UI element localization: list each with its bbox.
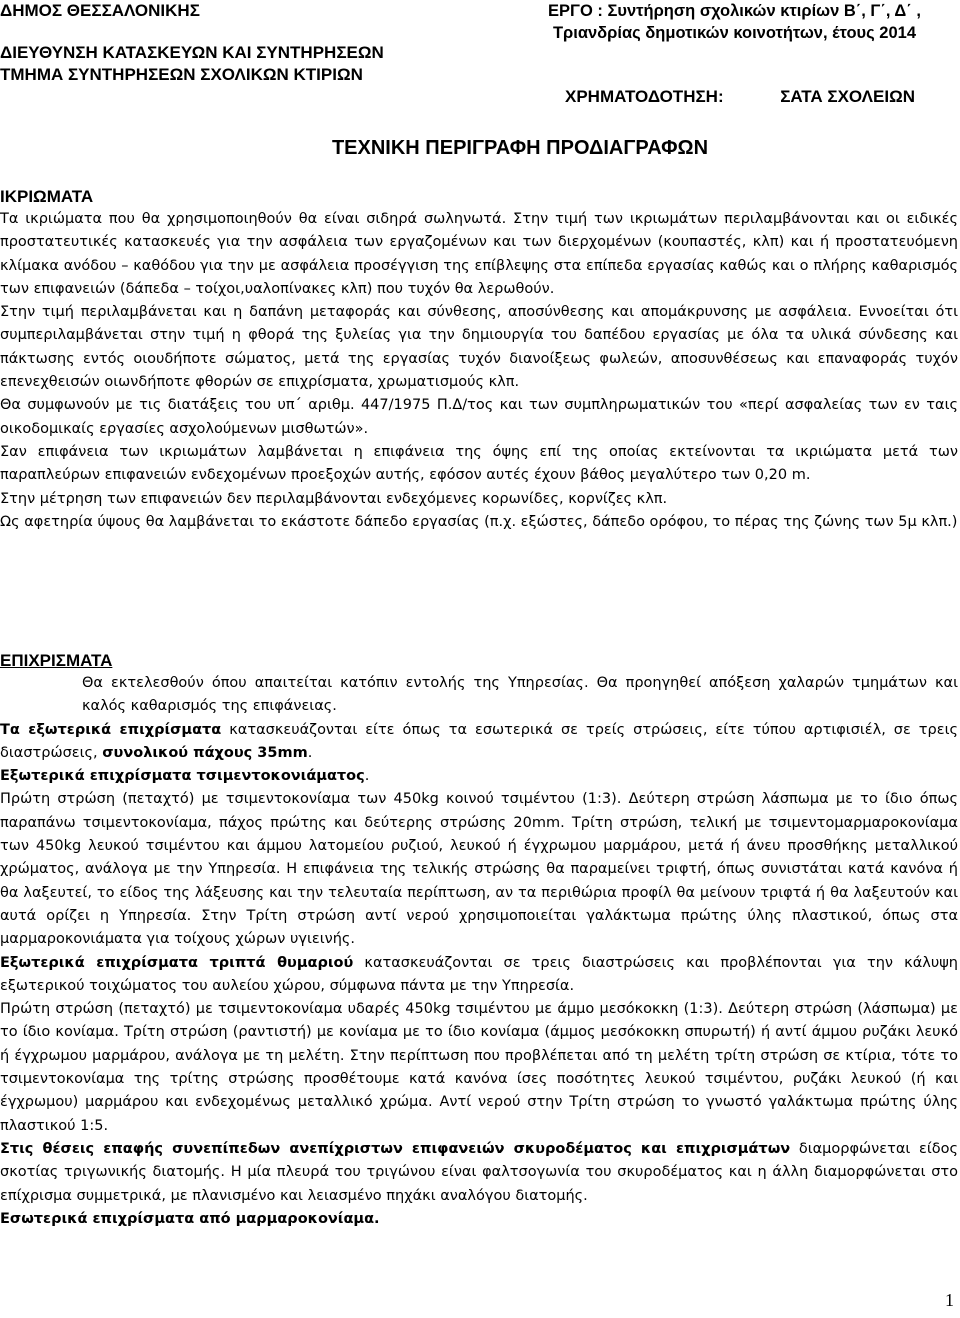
subheading: Εξωτερικά επιχρίσματα τσιμεντοκονιάματος (0, 768, 365, 785)
paragraph: Τα εξωτερικά επιχρίσματα κατασκευάζονται είτε όπως τα εσωτερικά σε τρείς στρώσεις, είτε τύπου αρτιφισιέλ, σε τρεις διαστρώσεις, συνολικού πάχους 35mm. (0, 721, 958, 761)
plasters-body (0, 672, 958, 1231)
paragraph: Στις θέσεις επαφής συνεπίπεδων ανεπίχριστων επιφανειών σκυροδέματος και επιχρισμάτων διαμορφώνεται είδος σκοτίας τριγωνικής διατομής. Η μία πλευρά του τριγώνου είναι φαλτσογωνία του σκυροδέματος και η άλλη διαμορφώνεται στο επίχρισμα συμμετρικά, με πλανισμένο και λειασμένο πηχάκι αναλόγου διατομής. (0, 1140, 958, 1204)
department-name: ΤΜΗΜΑ ΣΥΝΤΗΡΗΣΕΩΝ ΣΧΟΛΙΚΩΝ ΚΤΙΡΙΩΝ (0, 65, 363, 84)
financing-label: ΧΡΗΜΑΤΟΔΟΤΗΣΗ: (565, 87, 724, 106)
scaffolding-body (0, 208, 958, 534)
paragraph (0, 1208, 958, 1231)
bold-term: Εξωτερικά επιχρίσματα τριπτά θυμαριού (0, 954, 354, 971)
project-line-2: Τριανδρίας δημοτικών κοινοτήτων, έτους 2014 (552, 24, 917, 42)
paragraph: Εξωτερικά επιχρίσματα τριπτά θυμαριού κατασκευάζονται σε τρεις διαστρώσεις και προβλέπονται για την κάλυψη εξωτερικού τοιχώματος του αυλείου χώρου, σύμφωνα πάντα με την Υπηρεσία. (0, 954, 958, 994)
section-heading-scaffolding: ΙΚΡΙΩΜΑΤΑ (0, 187, 94, 206)
document-title: ΤΕΧΝΙΚΗ ΠΕΡΙΓΡΑΦΗ ΠΡΟΔΙΑΓΡΑΦΩΝ (331, 137, 709, 159)
paragraph: Θα συμφωνούν με τις διατάξεις του υπ΄ αριθμ. 447/1975 Π.Δ/τος και των συμπληρωματικών του «περί ασφαλείας των εν ταις οικοδομικαίς εργασίες ασχολούμενων μισθωτών». (0, 397, 958, 437)
paragraph: Σαν επιφάνεια των ικριωμάτων λαμβάνεται η επιφάνεια της όψης επί της οποίας εκτείνονται τα ικριώματα μετά των παραπλεύρων επιφανειών ενδεχομένων προεξοχών αυτής, εφόσον αυτές έχουν βάθος μεγαλύτερο των 0,20 m. (0, 443, 958, 484)
paragraph: Στην μέτρηση των επιφανειών δεν περιλαμβάνονται ενδεχόμενες κορωνίδες, κορνίζες κλπ. (0, 490, 668, 507)
project-line-1: ΕΡΓΟ : Συντήρηση σχολικών κτιρίων Β΄, Γ΄, Δ΄ , (548, 2, 921, 20)
paragraph: Ως αφετηρία ύψους θα λαμβάνεται το εκάστοτε δάπεδο εργασίας (π.χ. εξώστες, δάπεδο ορόφου, το πέρας της ζώνης των 5μ κλπ.) (0, 513, 958, 530)
organization-header (0, 0, 384, 86)
project-header (512, 0, 957, 44)
paragraph: Πρώτη στρώση (πεταχτό) με τσιμεντοκονίαμα των 450kg κοινού τσιμέντου (1:3). Δεύτερη στρώση λάσπωμα με το ίδιο όπως παραπάνω τσιμεντοκονίαμα, πάχος πρώτης και δεύτερης στρώσης 20mm. Τρίτη στρώση, τελική με τσιμεντομαρμαροκονίαμα των 450kg λευκού τσιμέντου και άμμου λατομείου ρυζιού, λευκού ή έγχρωμου μαρμάρου, μετά ή άνευ προσθήκης μεταλλικού χρώματος, ανάλογα με την Υπηρεσία. Η επιφάνεια της τελικής στρώσης θα παραμείνει τριφτή, όπως συνιστάται κατά κανόνα ή θα λαξευτεί, το είδος της λάξευσης και την τελευταία περίπτωση, αν τα περιθώρια προφίλ θα μείνουν τριφτά ή θα λαξευτούν και αυτά ορίζει η Υπηρεσία. Στην Τρίτη στρώση αντί νερού χρησιμοποιείται γαλάκτωμα πρώτης ύλης πλαστικού, όπως στα μαρμαροκονιάματα για τοίχους χώρων υγιεινής. (0, 791, 958, 948)
financing-row (565, 86, 915, 108)
municipality-name: ΔΗΜΟΣ ΘΕΣΣΑΛΟΝΙΚΗΣ (0, 1, 200, 20)
paragraph: Πρώτη στρώση (πεταχτό) με τσιμεντοκονίαμα υδαρές 450kg τσιμέντου με άμμο μεσόκοκκη (1:3). Δεύτερη στρώση (λάσπωμα) με το ίδιο κονίαμα. Τρίτη στρώση (ραντιστή) με κονίαμα με το ίδιο κονίαμα (άμμος μεσόκοκκη σπυρωτή) ή αντί άμμου ρυζάκι λευκό ή έγχρωμου μαρμάρου, ανάλογα με τη μελέτη. Στην περίπτωση που προβλέπεται από τη μελέτη τρίτη στρώση σε κτίρια, τότε το τσιμεντοκονίαμα της τρίτης στρώσης προσθέτουμε κατά κανόνα ίσες ποσότητες λευκού τσιμέντου, ρυζάκι λευκού (ή και έγχρωμου) μαρμάρου και ενδεχομένως μεταλλικό χρώμα. Αντί νερού στην Τρίτη στρώση το γνωστό γαλάκτωμα πρώτης ύλης πλαστικού 1:5. (0, 1001, 958, 1134)
bold-term: Στις θέσεις επαφής συνεπίπεδων ανεπίχριστων επιφανειών σκυροδέματος και επιχρισμάτων (0, 1140, 791, 1157)
paragraph: Τα ικριώματα που θα χρησιμοποιηθούν θα είναι σιδηρά σωληνωτά. Στην τιμή των ικριωμάτων περιλαμβάνονται και οι ειδικές προστατευτικές κατασκευές για την ασφάλεια των εργαζομένων και των διερχομένων (κουπαστές, κλπ) και ή προστατευόμενη κλίμακα ανόδου – καθόδου για την με ασφάλεια προσέγγιση της επίβλεψης στα επίπεδα εργασίας καθώς και ο πλήρης καθαρισμός των επιφανειών (δάπεδα – τοίχοι,υαλοπίνακες κλπ) που τυχόν θα λερωθούν. (0, 211, 958, 297)
paragraph: Εξωτερικά επιχρίσματα τσιμεντοκονιάματος. (0, 768, 370, 785)
subheading: Εσωτερικά επιχρίσματα από μαρμαροκονίαμα. (0, 1210, 380, 1227)
bold-term: Τα εξωτερικά επιχρίσματα (0, 721, 222, 738)
page-number: 1 (945, 1290, 954, 1310)
directorate-name: ΔΙΕΥΘΥΝΣΗ ΚΑΤΑΣΚΕΥΩΝ ΚΑΙ ΣΥΝΤΗΡΗΣΕΩΝ (0, 43, 384, 62)
section-heading-plasters: ΕΠΙΧΡΙΣΜΑΤΑ (0, 651, 113, 670)
paragraph: Στην τιμή περιλαμβάνεται και η δαπάνη μεταφοράς και σύνθεσης, αποσύνθεσης και απομάκρυνσης με ασφάλεια. Εννοείται ότι συμπεριλαμβάνεται στην τιμή η φθορά της ξυλείας για την δημιουργία του δαπέδου εργασίας με όλα τα υλικά σύνδεσης και πάκτωσης εντός οιουδήποτε σώματος, μετά της εργασίας τυχόν διανοίξεως φωλεών, αποσυνθέσεως και επαναφοράς τυχόν επενεχθεισών οιωνδήποτε φθορών σε επιχρίσματα, χρωματισμούς κλπ. (0, 304, 958, 391)
paragraph: Θα εκτελεσθούν όπου απαιτείται κατόπιν εντολής της Υπηρεσίας. Θα προηγηθεί απόξεση χαλαρών τμημάτων και καλός καθαρισμός της επιφάνειας. (82, 675, 958, 715)
bold-term: συνολικού πάχους 35mm (102, 744, 308, 761)
financing-value: ΣΑΤΑ ΣΧΟΛΕΙΩΝ (780, 87, 915, 106)
